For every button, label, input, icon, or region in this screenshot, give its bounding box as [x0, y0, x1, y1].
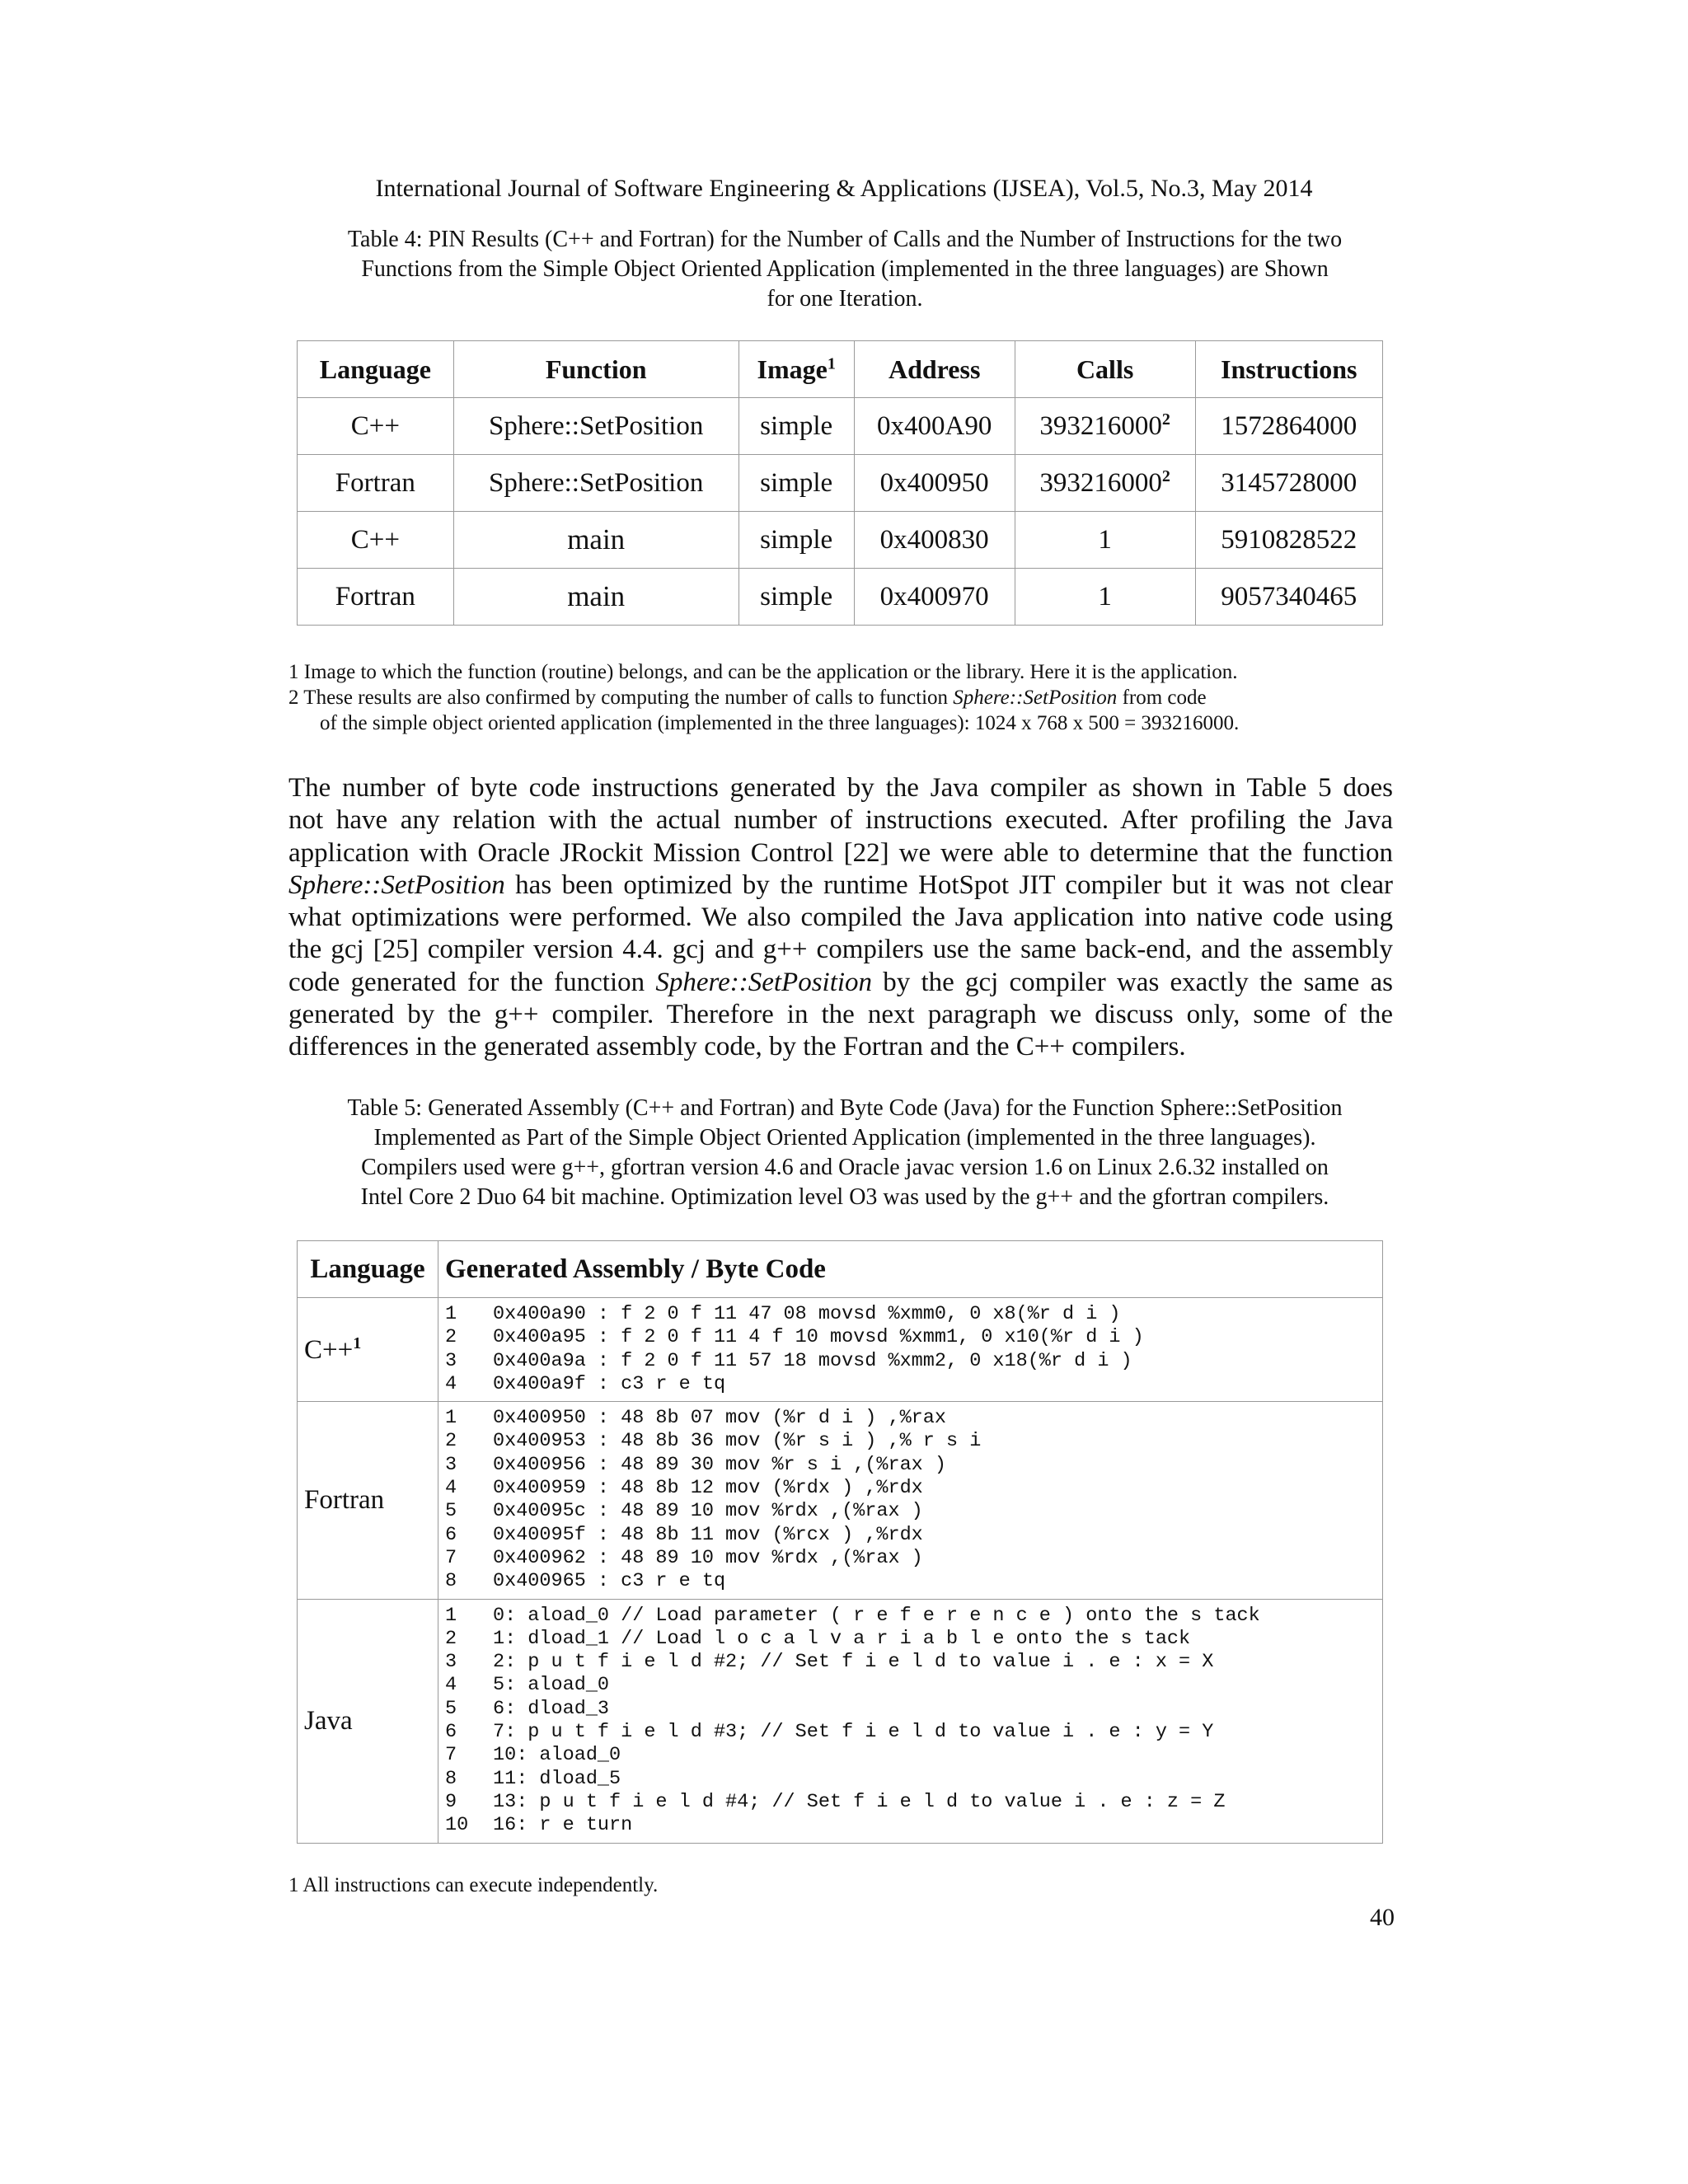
line-number: 7: [445, 1546, 457, 1569]
cell-language: C++: [298, 512, 454, 569]
table5-caption: [288, 1094, 1401, 1212]
code-text: 0: aload_0 // Load parameter ( r e f e r e n c e ) onto the s tack: [493, 1604, 1260, 1627]
caption-line: for one Iteration.: [767, 286, 923, 312]
code-line: [445, 1326, 1377, 1349]
line-number: 5: [445, 1697, 457, 1720]
table-row-fortran: [298, 1402, 1383, 1599]
table-row: [298, 455, 1383, 512]
paragraph-line: what optimizations were performed. We also compiled the Java application into native code using: [288, 902, 1393, 933]
paragraph-line: not have any relation with the actual number of instructions executed. After profiling the Java: [288, 805, 1393, 836]
col-image: [738, 341, 854, 398]
cell-image: simple: [738, 455, 854, 512]
line-number: 4: [445, 1477, 457, 1500]
line-number: 4: [445, 1674, 457, 1697]
paragraph-line: generated by the g++ compiler. Therefore in the next paragraph we discuss only, some of the: [288, 1000, 1393, 1030]
calls-value: 393216000: [1039, 411, 1162, 441]
caption-line: Intel Core 2 Duo 64 bit machine. Optimization level O3 was used by the g++ and the gfortran compilers.: [360, 1184, 1329, 1210]
code-text: 0x400950 : 48 8b 07 mov (%r d i ) ,%rax: [493, 1407, 946, 1430]
line-number: 9: [445, 1790, 457, 1813]
paragraph-line: application with Oracle JRockit Mission Control [22] we were able to determine that the function: [288, 837, 1393, 868]
table5-generated-code: [297, 1240, 1383, 1844]
line-number: 3: [445, 1453, 457, 1476]
code-line: [445, 1350, 1377, 1373]
code-text: 16: r e turn: [493, 1814, 633, 1837]
code-text: 1: dload_1 // Load l o c a l v a r i a b l e onto the s tack: [493, 1627, 1191, 1650]
table-row: [298, 512, 1383, 569]
cell-function: main: [453, 512, 738, 569]
language-label: C++: [304, 1334, 354, 1365]
code-text: 13: p u t f i e l d #4; // Set f i e l d to value i . e : z = Z: [493, 1790, 1226, 1813]
footnote-1: 1 Image to which the function (routine) belongs, and can be the application or the library. Here it is the application.: [288, 661, 1238, 683]
col-function: Function: [453, 341, 738, 398]
cell-calls: 1: [1015, 512, 1195, 569]
line-number: 6: [445, 1721, 457, 1744]
paragraph-line: the gcj [25] compiler version 4.4. gcj and g++ compilers use the same back-end, and the assembly: [288, 935, 1393, 965]
code-block-java: [438, 1599, 1383, 1843]
code-text: 0x40095c : 48 89 10 mov %rdx ,(%rax ): [493, 1500, 923, 1523]
caption-line: Implemented as Part of the Simple Object Oriented Application (implemented in the three languages).: [373, 1125, 1316, 1151]
code-text: 10: aload_0: [493, 1744, 621, 1767]
col-calls: Calls: [1015, 341, 1195, 398]
line-number: 2: [445, 1627, 457, 1650]
cell-language: [298, 1298, 438, 1402]
cell-image: simple: [738, 398, 854, 455]
code-text: 0x400a95 : f 2 0 f 11 4 f 10 movsd %xmm1, 0 x10(%r d i ): [493, 1326, 1144, 1349]
code-line: [445, 1524, 1377, 1547]
paragraph-line: [288, 967, 1393, 999]
paragraph-text: has been optimized by the runtime HotSpot JIT compiler but it was not clear: [504, 869, 1393, 900]
col-address: Address: [854, 341, 1015, 398]
cell-image: simple: [738, 512, 854, 569]
caption-line: Table 5: Generated Assembly (C++ and Fortran) and Byte Code (Java) for the Function Sphere::SetPosition: [347, 1095, 1343, 1121]
cell-language: C++: [298, 398, 454, 455]
code-text: 11: dload_5: [493, 1767, 621, 1790]
table-row: [298, 398, 1383, 455]
line-number: 6: [445, 1523, 457, 1546]
line-number: 4: [445, 1372, 457, 1395]
cell-image: simple: [738, 569, 854, 626]
code-block-fortran: [438, 1402, 1383, 1599]
code-line: [445, 1477, 1377, 1500]
line-number: 3: [445, 1349, 457, 1372]
cell-function: Sphere::SetPosition: [453, 455, 738, 512]
code-text: 0x400962 : 48 89 10 mov %rdx ,(%rax ): [493, 1546, 923, 1569]
table-header-row: [298, 341, 1383, 398]
cell-function: Sphere::SetPosition: [453, 398, 738, 455]
paragraph-text: code generated for the function: [288, 967, 656, 997]
line-number: 10: [445, 1814, 469, 1837]
code-text: 0x400a90 : f 2 0 f 11 47 08 movsd %xmm0, 0 x8(%r d i ): [493, 1303, 1121, 1325]
table-header-row: [298, 1241, 1383, 1298]
code-text: 5: aload_0: [493, 1674, 610, 1697]
code-text: 0x400953 : 48 8b 36 mov (%r s i ) ,% r s i: [493, 1430, 982, 1453]
function-name: Sphere::SetPosition: [655, 967, 873, 997]
col-language: Language: [298, 1241, 438, 1298]
line-number: 1: [445, 1303, 457, 1325]
code-line: [445, 1791, 1377, 1814]
code-line: [445, 1744, 1377, 1767]
code-text: 6: dload_3: [493, 1697, 610, 1720]
cell-address: 0x400A90: [854, 398, 1015, 455]
code-line: [445, 1605, 1377, 1628]
cell-calls: [1015, 455, 1195, 512]
line-number: 1: [445, 1407, 457, 1430]
code-line: [445, 1500, 1377, 1523]
paragraph-text: by the gcj compiler was exactly the same as: [872, 967, 1393, 997]
line-number: 8: [445, 1570, 457, 1593]
code-text: 7: p u t f i e l d #3; // Set f i e l d to value i . e : y = Y: [493, 1721, 1214, 1744]
cell-calls: [1015, 398, 1195, 455]
cell-instructions: 5910828522: [1195, 512, 1382, 569]
code-line: [445, 1768, 1377, 1791]
footnote-marker: 2: [1161, 467, 1170, 485]
cell-instructions: 9057340465: [1195, 569, 1382, 626]
code-line: [445, 1407, 1377, 1430]
line-number: 3: [445, 1651, 457, 1674]
cell-address: 0x400970: [854, 569, 1015, 626]
footnote-marker: 2: [1161, 410, 1170, 429]
calls-value: 393216000: [1039, 468, 1162, 498]
table-row-java: [298, 1599, 1383, 1843]
code-line: [445, 1721, 1377, 1744]
footnote-marker: 1: [827, 354, 836, 373]
line-number: 8: [445, 1767, 457, 1790]
journal-header: International Journal of Software Engineering & Applications (IJSEA), Vol.5, No.3, May 2014: [375, 175, 1313, 202]
table4-footnotes: [288, 659, 1239, 736]
code-text: 0x400965 : c3 r e tq: [493, 1570, 726, 1593]
line-number: 7: [445, 1744, 457, 1767]
footnote-function-name: Sphere::SetPosition: [953, 687, 1118, 709]
body-paragraph: [288, 772, 1393, 1064]
line-number: 2: [445, 1430, 457, 1453]
footnote-marker: 1: [353, 1333, 362, 1352]
cell-address: 0x400950: [854, 455, 1015, 512]
cell-language: Fortran: [298, 569, 454, 626]
code-text: 0x40095f : 48 8b 11 mov (%rcx ) ,%rdx: [493, 1523, 923, 1546]
cell-address: 0x400830: [854, 512, 1015, 569]
code-text: 0x400a9f : c3 r e tq: [493, 1372, 726, 1395]
paragraph-line: differences in the generated assembly code, by the Fortran and the C++ compilers.: [288, 1032, 1186, 1062]
col-generated-code: Generated Assembly / Byte Code: [438, 1241, 1383, 1298]
footnote-text: from code: [1117, 687, 1207, 709]
paragraph-line: The number of byte code instructions generated by the Java compiler as shown in Table 5 does: [288, 773, 1393, 803]
col-language: Language: [298, 341, 454, 398]
code-text: 2: p u t f i e l d #2; // Set f i e l d to value i . e : x = X: [493, 1651, 1214, 1674]
code-line: [445, 1303, 1377, 1326]
caption-line: Compilers used were g++, gfortran version 4.6 and Oracle javac version 1.6 on Linux 2.6.32 installed on: [361, 1155, 1329, 1180]
cell-language: Fortran: [298, 1402, 438, 1599]
code-line: [445, 1373, 1377, 1396]
page-number: 40: [1370, 1904, 1395, 1931]
code-line: [445, 1814, 1377, 1837]
code-text: 0x400a9a : f 2 0 f 11 57 18 movsd %xmm2, 0 x18(%r d i ): [493, 1349, 1132, 1372]
footnote-2-continued: of the simple object oriented application (implemented in the three languages): 1024 x 768 x 500 = 393216000.: [320, 712, 1240, 734]
table4-pin-results: [297, 340, 1383, 626]
cell-calls: 1: [1015, 569, 1195, 626]
footnote-2: [288, 685, 1239, 710]
code-line: [445, 1570, 1377, 1593]
cell-language: Fortran: [298, 455, 454, 512]
footnote-text: 2 These results are also confirmed by computing the number of calls to function: [288, 687, 954, 709]
code-line: [445, 1674, 1377, 1697]
code-line: [445, 1628, 1377, 1651]
line-number: 5: [445, 1500, 457, 1523]
table4-caption: [288, 225, 1401, 314]
table-row: [298, 569, 1383, 626]
cell-function: main: [453, 569, 738, 626]
cell-instructions: 1572864000: [1195, 398, 1382, 455]
function-name: Sphere::SetPosition: [288, 869, 505, 900]
code-text: 0x400959 : 48 8b 12 mov (%rdx ) ,%rdx: [493, 1477, 923, 1500]
code-text: 0x400956 : 48 89 30 mov %r s i ,(%rax ): [493, 1453, 946, 1476]
line-number: 1: [445, 1604, 457, 1627]
cell-instructions: 3145728000: [1195, 455, 1382, 512]
table-row-cpp: [298, 1298, 1383, 1402]
cell-language: Java: [298, 1599, 438, 1843]
code-line: [445, 1651, 1377, 1674]
table5-footnote: 1 All instructions can execute independently.: [288, 1874, 659, 1896]
paragraph-line: [288, 869, 1393, 902]
col-instructions: Instructions: [1195, 341, 1382, 398]
col-image-label: Image: [757, 354, 828, 384]
code-line: [445, 1698, 1377, 1721]
code-line: [445, 1454, 1377, 1477]
code-block-cpp: [438, 1298, 1383, 1402]
code-line: [445, 1547, 1377, 1570]
line-number: 2: [445, 1326, 457, 1349]
code-line: [445, 1430, 1377, 1453]
caption-line: Functions from the Simple Object Oriented Application (implemented in the three languages) are Shown: [361, 256, 1329, 282]
caption-line: Table 4: PIN Results (C++ and Fortran) for the Number of Calls and the Number of Instructions for the two: [347, 227, 1343, 252]
